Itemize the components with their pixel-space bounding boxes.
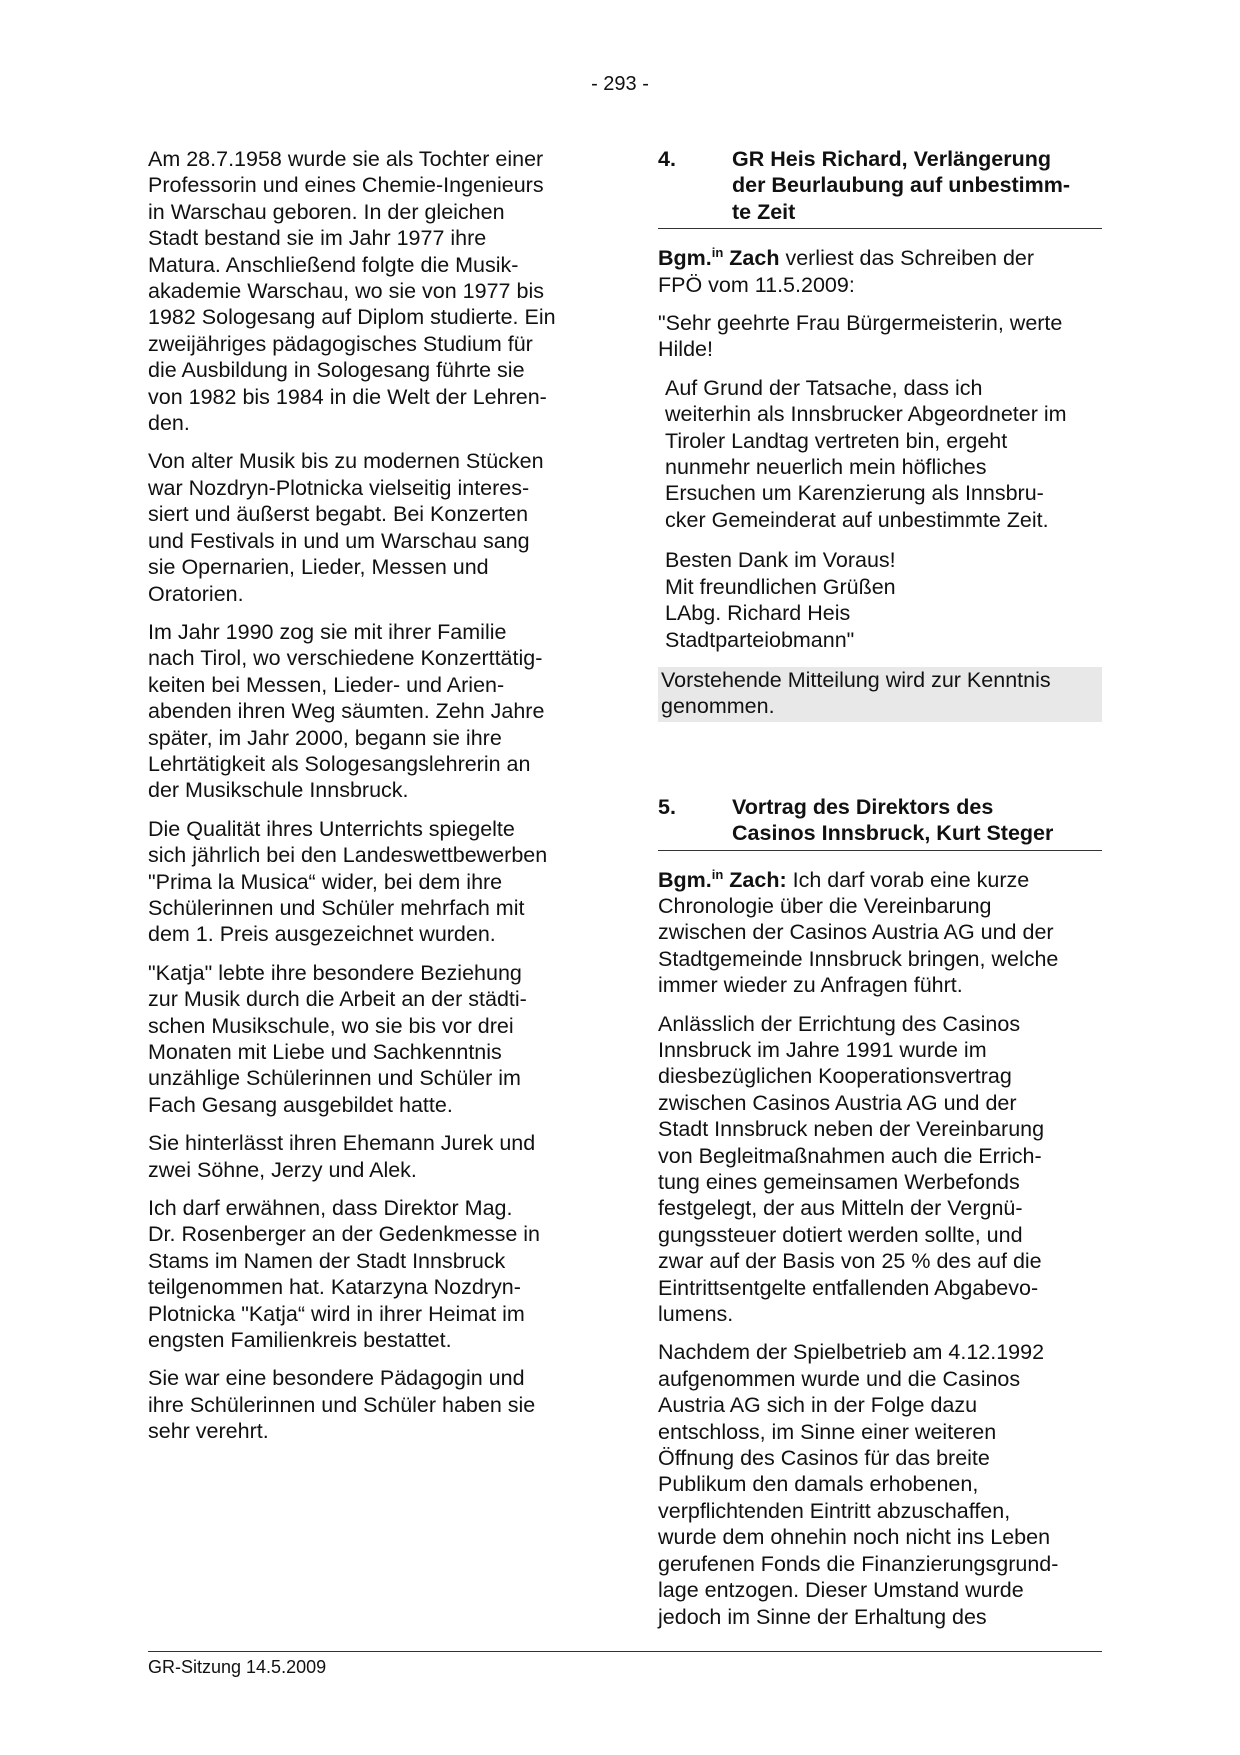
section-4-intro [658,245,1102,298]
right-column [658,146,1102,1642]
paragraph: Im Jahr 1990 zog sie mit ihrer Familie nach Tirol, wo verschiedene Konzerttätig- keiten bei Messen, Lieder- und Arien- abenden ihren Weg säumten. Zehn Jahre später, im Jahr 2000, begann sie ihre Lehrtätigkeit als Sologesangslehrerin an der Musikschule Innsbruck. [148,619,545,803]
section-spacer [658,734,1102,794]
section-5-title: Vortrag des Direktors des Casinos Innsbruck, Kurt Steger [732,794,1054,846]
speaker-name: Zach [723,246,780,271]
section-5-heading [658,794,1102,851]
section-5-intro [658,867,1102,999]
speaker-superscript: in [711,866,724,882]
paragraph: Die Qualität ihres Unterrichts spiegelte sich jährlich bei den Landeswettbewerben "Prima la Musica“ wider, bei dem ihre Schülerinnen und Schüler mehrfach mit dem 1. Preis ausgezeichnet wurden. [148,816,548,947]
speaker-prefix: Bgm. [658,246,712,271]
footer-session-date: GR-Sitzung 14.5.2009 [148,1657,327,1677]
page-number: - 293 - [591,73,649,95]
left-column [148,146,588,1457]
paragraph: Von alter Musik bis zu modernen Stücken war Nozdryn-Plotnicka vielseitig interes- siert und äußerst begabt. Bei Konzerten und Festivals in und um Warschau sang sie Opernarien, Lieder, Messen und Oratorien. [148,449,544,606]
intro-text: verliest das Schreiben der FPÖ vom 11.5.2009: [658,246,1035,297]
letter-quote [658,375,1102,653]
speaker-name: Zach: [723,867,787,892]
section-5-number: 5. [658,794,676,819]
letter-body: Auf Grund der Tatsache, dass ich weiterhin als Innsbrucker Abgeordneter im Tiroler Landtag vertreten bin, ergeht nunmehr neuerlich mein höfliches Ersuchen um Karenzierung als Innsbru- cker Gemeinderat auf unbestimmte Zeit. [665,375,1067,532]
speaker-superscript: in [711,245,724,261]
paragraph: Sie war eine besondere Pädagogin und ihre Schülerinnen und Schüler haben sie sehr verehrt. [148,1366,536,1444]
paragraph: Am 28.7.1958 wurde sie als Tochter einer Professorin und eines Chemie-Ingenieurs in Warschau geboren. In der gleichen Stadt bestand sie im Jahr 1977 ihre Matura. Anschließend folgte die Musik- akademie Warschau, wo sie von 1977 bis 1982 Sologesang auf Diplom studierte. Ein zweijähriges pädagogisches Studium für die Ausbildung in Sologesang führte sie von 1982 bis 1984 in die Welt der Lehren- den. [148,147,556,436]
paragraph: "Katja" lebte ihre besondere Beziehung zur Musik durch die Arbeit an der städti- schen Musikschule, wo sie bis vor drei Monaten mit Liebe und Sachkenntnis unzählige Schülerinnen und Schüler im Fach Gesang ausgebildet hatte. [148,960,527,1117]
paragraph: Sie hinterlässt ihren Ehemann Jurek und zwei Söhne, Jerzy und Alek. [148,1131,536,1182]
paragraph: Anlässlich der Errichtung des Casinos Innsbruck im Jahre 1991 wurde im diesbezüglichen Kooperationsvertrag zwischen Casinos Austria AG und der Stadt Innsbruck neben der Vereinbarung von Begleitmaßnahmen auch die Errich- tung eines gemeinsamen Werbefonds festgelegt, der aus Mitteln der Vergnü- gungssteuer dotiert werden sollte, und zwar auf der Basis von 25 % des auf die Eintrittsentgelte entfallenden Abgabevo- lumens. [658,1011,1045,1327]
letter-closing: Besten Dank im Voraus! Mit freundlichen Grüßen LAbg. Richard Heis Stadtparteiobmann" [665,548,896,652]
paragraph: Ich darf erwähnen, dass Direktor Mag. Dr. Rosenberger an der Gedenkmesse in Stams im Namen der Stadt Innsbruck teilgenommen hat. Katarzyna Nozdryn- Plotnicka "Katja“ wird in ihrer Heimat im engsten Familienkreis bestattet. [148,1196,540,1353]
letter-salutation: "Sehr geehrte Frau Bürgermeisterin, werte Hilde! [658,311,1063,362]
section-4-number: 4. [658,147,676,171]
footer-divider [148,1651,1102,1652]
resolution-box: Vorstehende Mitteilung wird zur Kenntnis genommen. [658,667,1102,722]
section-4-heading [658,146,1102,229]
paragraph: Nachdem der Spielbetrieb am 4.12.1992 aufgenommen wurde und die Casinos Austria AG sich in der Folge dazu entschloss, im Sinne einer weiteren Öffnung des Casinos für das breite Publikum den damals erhobenen, verpflichtenden Eintritt abzuschaffen, wurde dem ohnehin noch nicht ins Leben gerufenen Fonds die Finanzierungsgrund- lage entzogen. Dieser Umstand wurde jedoch im Sinne der Erhaltung des [658,1340,1059,1629]
speaker-label [658,868,787,892]
speaker-label [658,246,779,270]
speaker-prefix: Bgm. [658,867,712,892]
section-4-title: GR Heis Richard, Verlängerung der Beurlaubung auf unbestimm- te Zeit [732,147,1071,224]
intro-text: Ich darf vorab eine kurze Chronologie über die Vereinbarung zwischen der Casinos Austria AG und der Stadtgemeinde Innsbruck bringen, welche immer wieder zu Anfragen führt. [658,867,1059,998]
